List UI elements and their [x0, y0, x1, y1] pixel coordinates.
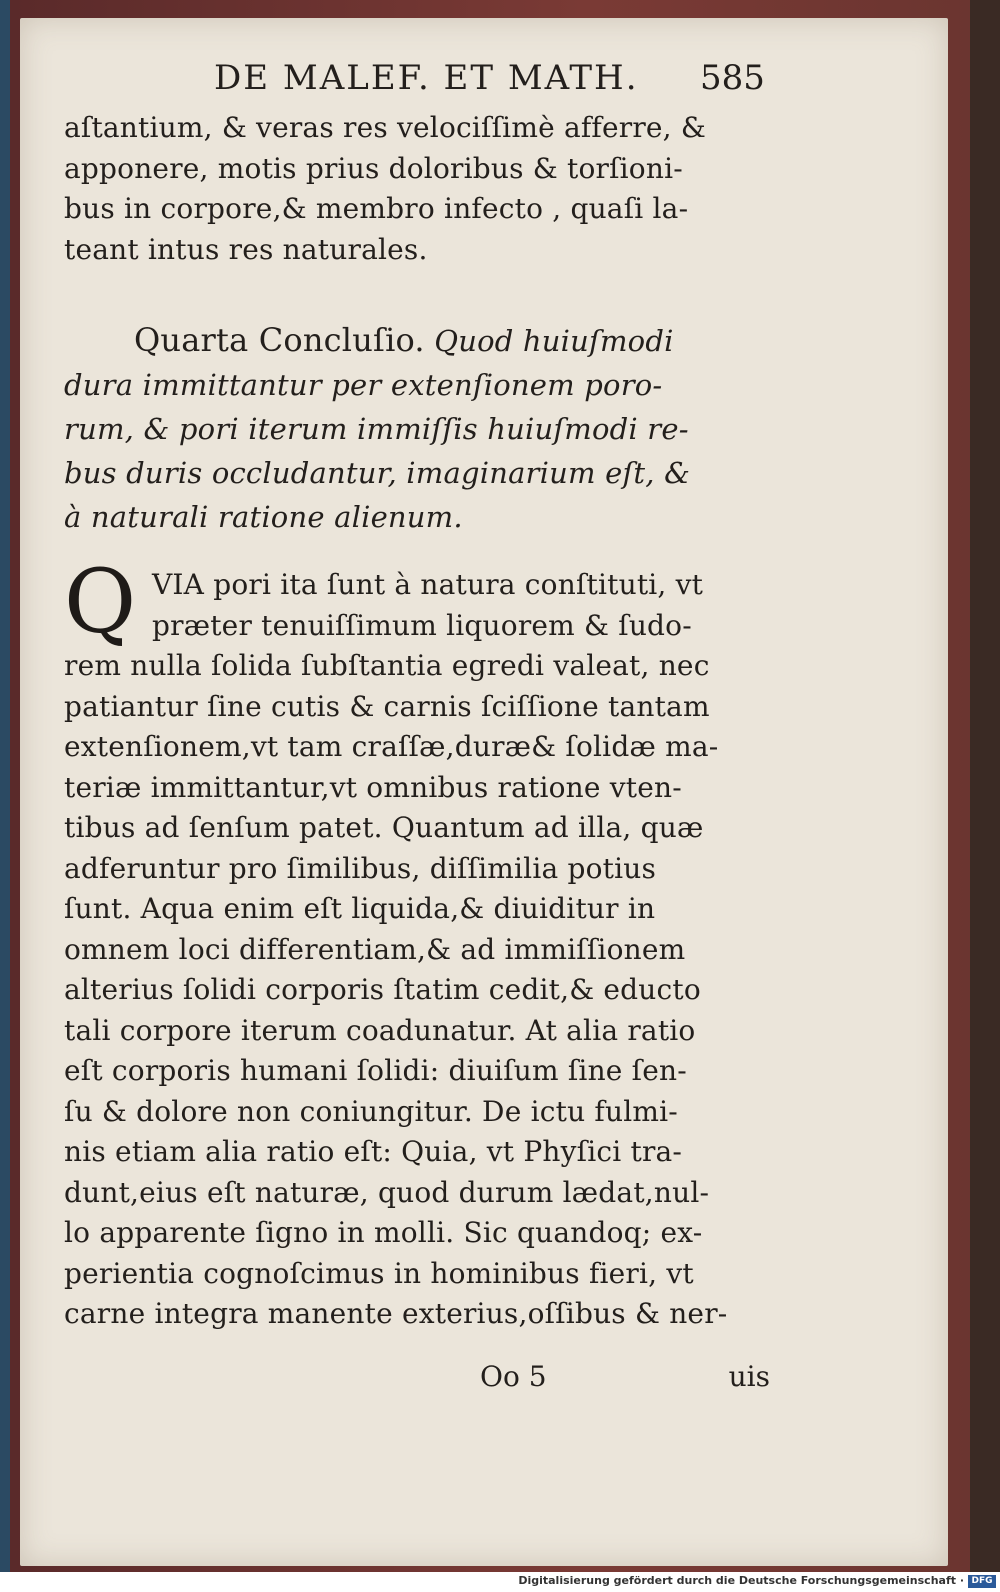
catchword: uis — [728, 1360, 770, 1393]
drop-cap: Q — [64, 550, 137, 653]
text-line — [64, 318, 770, 363]
text-line: apponere, motis prius doloribus & torſioni- — [64, 151, 683, 185]
paragraph-1 — [64, 108, 770, 270]
page-number: 585 — [700, 58, 765, 98]
text-line: tibus ad ſenſum patet. Quantum ad illa, quæ — [64, 811, 704, 844]
text-line: ſunt. Aqua enim eſt liquida,& diuiditur in — [64, 892, 656, 925]
conclusion-paragraph — [64, 318, 770, 539]
text-line: præter tenuiſſimum liquorem & ſudo- — [152, 608, 692, 642]
text-line: rum, & pori iterum immiſſis huiuſmodi re- — [64, 412, 689, 446]
text-line: dunt,eius eſt naturæ, quod durum lædat,nul- — [64, 1175, 710, 1209]
running-head: DE MALEF. ET MATH. — [214, 58, 639, 98]
dfg-logo-icon: DFG — [968, 1575, 996, 1588]
text-line: dura immittantur per extenſionem poro- — [64, 368, 663, 402]
text-line: à naturali ratione alienum. — [64, 500, 463, 534]
text-line: teant intus res naturales. — [64, 232, 428, 266]
text-line: bus duris occludantur, imaginarium eſt, & — [64, 456, 691, 490]
conclusion-heading: Quarta Concluſio. — [134, 321, 425, 359]
text-line: extenſionem,vt tam craſſæ,duræ& ſolidæ ma- — [64, 730, 719, 763]
text-line: patiantur ſine cutis & carnis ſciſſione tantam — [64, 689, 710, 723]
text-line: eſt corporis humani ſolidi: diuiſum ſine ſen- — [64, 1054, 687, 1087]
footer-bar — [0, 1572, 1000, 1592]
text-line: alterius ſolidi corporis ſtatim cedit,& educto — [64, 973, 701, 1006]
text-line: tali corpore iterum coadunatur. At alia ratio — [64, 1013, 696, 1047]
text-line: VIA pori ita ſunt à natura conſtituti, vt — [152, 568, 704, 601]
text-line: lo apparente ſigno in molli. Sic quandoq; ex- — [64, 1216, 703, 1249]
funding-credit: Digitalisierung gefördert durch die Deutsche Forschungsgemeinschaft · — [518, 1574, 964, 1587]
text-line: ſu & dolore non coniungitur. De ictu fulmi- — [64, 1094, 678, 1128]
text-line: omnem loci differentiam,& ad immiſſionem — [64, 932, 686, 966]
text-line: perientia cognoſcimus in hominibus fieri, vt — [64, 1256, 694, 1290]
text-line: carne integra manente exterius,oſſibus & ner- — [64, 1297, 728, 1330]
paragraph-3 — [64, 565, 770, 1335]
text-line: nis etiam alia ratio eſt: Quia, vt Phyſici tra- — [64, 1135, 683, 1168]
text-line: bus in corpore,& membro infecto , quaſi la- — [64, 192, 689, 225]
text-line: aſtantium, & veras res velociſſimè afferre, & — [64, 111, 707, 144]
text-line: rem nulla ſolida ſubſtantia egredi valeat, nec — [64, 649, 710, 682]
text-line: adferuntur pro ſimilibus, diſſimilia potius — [64, 851, 657, 885]
signature-mark: Oo 5 — [480, 1360, 547, 1393]
book-binding-edge — [0, 0, 10, 1572]
text-line: teriæ immittantur,vt omnibus ratione vten- — [64, 770, 682, 804]
conclusion-text: Quod huiuſmodi — [434, 324, 674, 358]
